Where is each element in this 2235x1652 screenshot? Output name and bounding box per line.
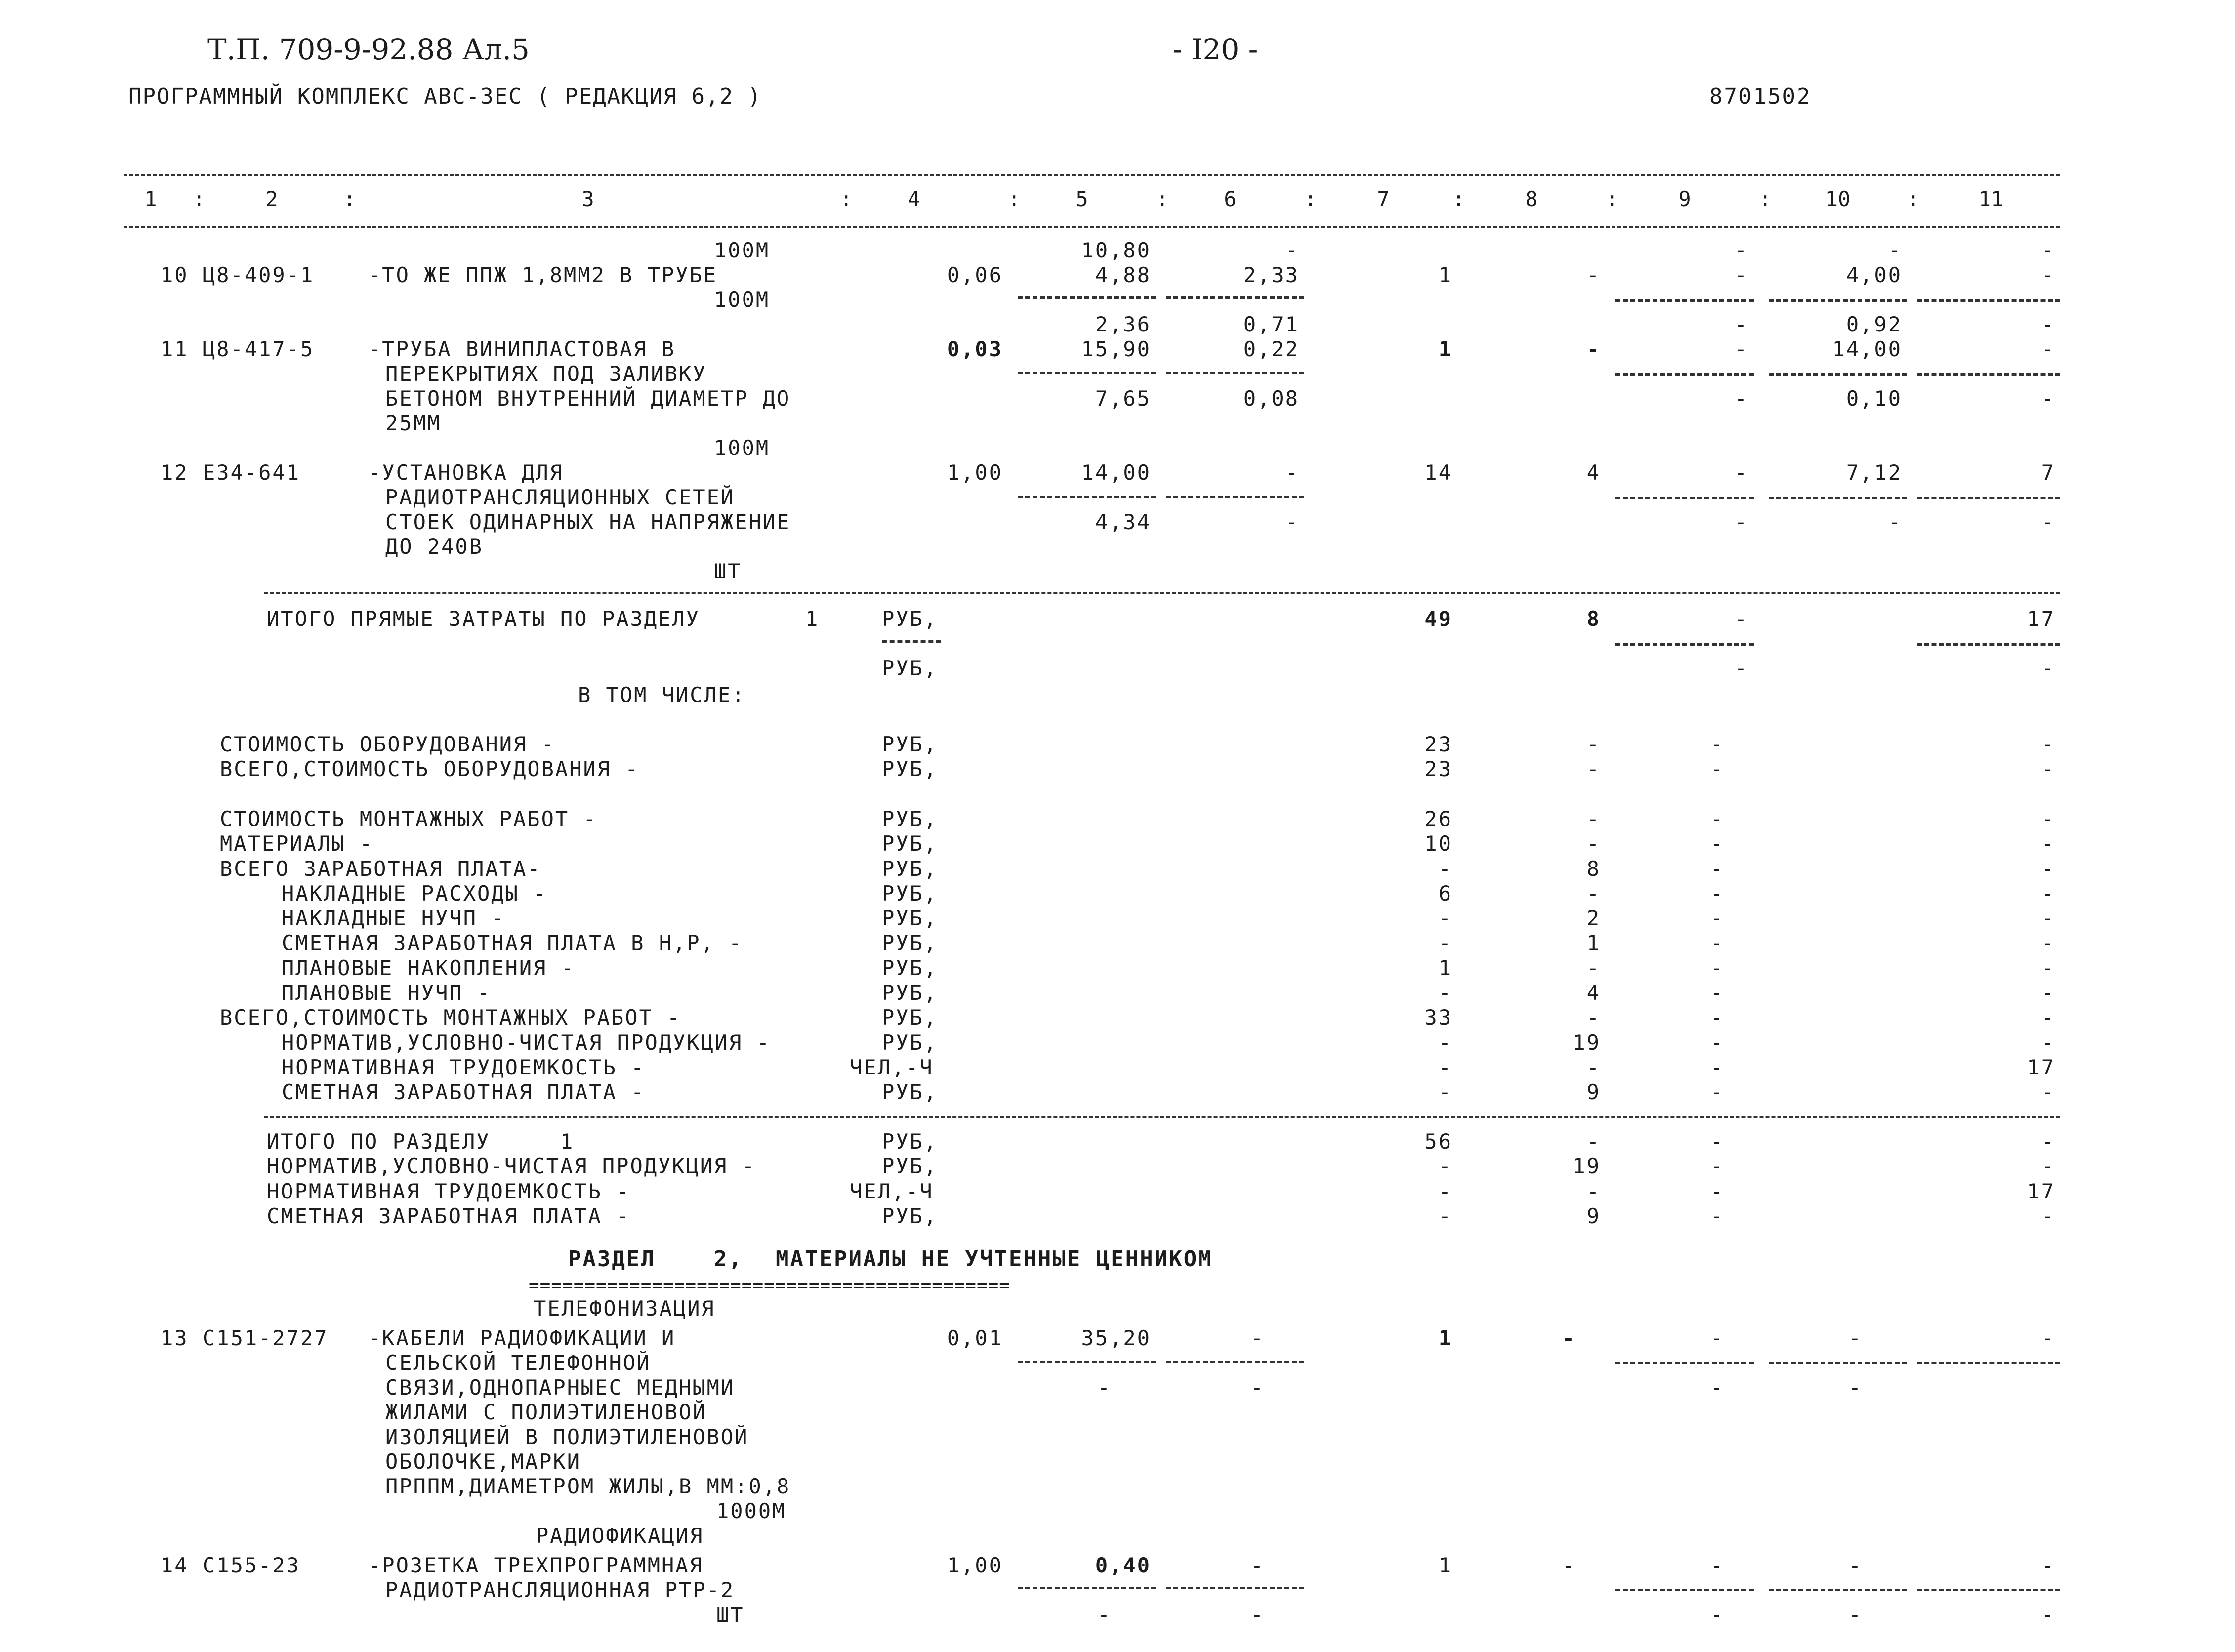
total-value: - xyxy=(1586,1055,1601,1079)
total-value: 1 xyxy=(1438,337,1452,361)
unit-label: РУБ, xyxy=(882,906,938,930)
total-value: - xyxy=(1735,312,1749,336)
total-value: - xyxy=(1438,857,1452,881)
unit-label: РУБ, xyxy=(882,1080,938,1104)
total-value: 8 xyxy=(1586,607,1601,631)
total-value: 7 xyxy=(2041,460,2055,485)
col-header-8: 8 xyxy=(1525,187,1538,211)
col-separator: : xyxy=(1008,187,1021,211)
unit-label: РУБ, xyxy=(882,956,938,980)
total-value: - xyxy=(1710,757,1724,781)
total-value: 56 xyxy=(1424,1129,1452,1154)
col-header-2: 2 xyxy=(265,187,278,211)
total-value: - xyxy=(2041,732,2055,756)
total-value: - xyxy=(1586,1005,1601,1030)
total-value: - xyxy=(2041,1326,2055,1350)
total-value: - xyxy=(1710,1154,1724,1178)
total-value: - xyxy=(1710,1005,1724,1030)
total-value: 17 xyxy=(2027,1179,2055,1203)
total-value: - xyxy=(1710,1129,1724,1154)
total-value: - xyxy=(1710,881,1724,906)
total-value: - xyxy=(1438,906,1452,930)
unit-label: ЧЕЛ,-Ч xyxy=(850,1055,934,1079)
unit-label: 100М xyxy=(714,238,770,262)
col-header-6: 6 xyxy=(1224,187,1237,211)
unit-label: РУБ, xyxy=(882,757,938,781)
unit-label: РУБ, xyxy=(882,1031,938,1055)
total-value: - xyxy=(1438,931,1452,955)
subtotal-rule xyxy=(264,592,2060,594)
unit-label: РУБ, xyxy=(882,831,938,856)
material-name: РАДИОТРАНСЛЯЦИОННАЯ РТР-2 xyxy=(385,1578,735,1602)
page-number: - I20 - xyxy=(1172,33,1258,66)
total-value: - xyxy=(2041,881,2055,906)
total-value: 17 xyxy=(2027,1055,2055,1079)
total-value: - xyxy=(1562,1326,1576,1350)
cost-value: - xyxy=(1285,510,1299,534)
unit-label: ШТ xyxy=(714,559,742,583)
total-value: - xyxy=(1438,1031,1452,1055)
total-value: - xyxy=(1710,1179,1724,1203)
total-value: - xyxy=(1735,238,1749,262)
col-separator: : xyxy=(343,187,356,211)
total-value: - xyxy=(1710,1204,1724,1228)
total-value: - xyxy=(2041,757,2055,781)
breakdown-label: ПЛАНОВЫЕ НУЧП - xyxy=(282,981,492,1005)
total-value: - xyxy=(2041,931,2055,955)
breakdown-label: ВСЕГО ЗАРАБОТНАЯ ПЛАТА- xyxy=(220,857,541,881)
unit-label: РУБ, xyxy=(882,1005,938,1030)
total-value: 9 xyxy=(1586,1080,1601,1104)
total-value: - xyxy=(1848,1375,1862,1400)
cost-value: - xyxy=(1250,1603,1265,1627)
section2-underline: =========================================== xyxy=(529,1276,1010,1296)
total-value: - xyxy=(2041,1129,2055,1154)
cost-value: 35,20 xyxy=(1081,1326,1151,1350)
total-value: - xyxy=(1438,1204,1452,1228)
total-value: - xyxy=(1735,607,1749,631)
total-value: - xyxy=(2041,1603,2055,1627)
section-total-label: СМЕТНАЯ ЗАРАБОТНАЯ ПЛАТА - xyxy=(267,1204,630,1228)
breakdown-label: ВСЕГО,СТОИМОСТЬ ОБОРУДОВАНИЯ - xyxy=(220,757,639,781)
group-label: ТЕЛЕФОНИЗАЦИЯ xyxy=(534,1296,715,1321)
total-value: - xyxy=(1710,1031,1724,1055)
total-value: - xyxy=(1710,807,1724,831)
unit-label: ШТ xyxy=(716,1603,745,1627)
total-value: - xyxy=(1848,1553,1862,1577)
unit-label: РУБ, xyxy=(882,1129,938,1154)
total-value: - xyxy=(2041,1005,2055,1030)
total-value: 14 xyxy=(1424,460,1452,485)
work-name: -ТО ЖЕ ППЖ 1,8ММ2 В ТРУБЕ xyxy=(368,263,718,287)
material-name: ПРППМ,ДИАМЕТРОМ ЖИЛЫ,В ММ:0,8 xyxy=(385,1474,791,1498)
total-value: - xyxy=(1710,931,1724,955)
total-value: - xyxy=(1888,510,1902,534)
total-value: 23 xyxy=(1424,732,1452,756)
row-number: 12 xyxy=(161,460,189,485)
document-code: 8701502 xyxy=(1709,84,1812,109)
material-name: ЖИЛАМИ С ПОЛИЭТИЛЕНОВОЙ xyxy=(385,1400,707,1424)
total-value: - xyxy=(1735,510,1749,534)
col-separator: : xyxy=(1452,187,1465,211)
section-total-label: НОРМАТИВ,УСЛОВНО-ЧИСТАЯ ПРОДУКЦИЯ - xyxy=(267,1154,756,1178)
col-header-3: 3 xyxy=(581,187,594,211)
total-value: - xyxy=(1735,460,1749,485)
total-value: - xyxy=(1710,956,1724,980)
total-value: - xyxy=(1586,831,1601,856)
total-value: 1 xyxy=(1438,956,1452,980)
total-value: 10 xyxy=(1424,831,1452,856)
unit-label: 1000М xyxy=(716,1499,786,1523)
table-top-rule xyxy=(124,174,2060,176)
total-value: - xyxy=(1735,263,1749,287)
total-value: 1 xyxy=(1586,931,1601,955)
breakdown-label: ВСЕГО,СТОИМОСТЬ МОНТАЖНЫХ РАБОТ - xyxy=(220,1005,681,1030)
total-value: 2 xyxy=(1586,906,1601,930)
work-name: СТОЕК ОДИНАРНЫХ НА НАПРЯЖЕНИЕ xyxy=(385,510,791,534)
material-name: СЕЛЬСКОЙ ТЕЛЕФОННОЙ xyxy=(385,1351,651,1375)
cost-value: 14,00 xyxy=(1081,460,1151,485)
total-value: - xyxy=(1586,807,1601,831)
total-value: - xyxy=(1710,1603,1724,1627)
total-value: - xyxy=(2041,807,2055,831)
currency-unit: РУБ, xyxy=(882,607,938,631)
material-name: ОБОЛОЧКЕ,МАРКИ xyxy=(385,1449,581,1474)
cost-value: - xyxy=(1250,1326,1265,1350)
total-value: - xyxy=(1586,263,1601,287)
total-value: - xyxy=(1438,1154,1452,1178)
material-name: ИЗОЛЯЦИЕЙ В ПОЛИЭТИЛЕНОВОЙ xyxy=(385,1425,749,1449)
program-title: ПРОГРАММНЫЙ КОМПЛЕКС АВС-3ЕС ( РЕДАКЦИЯ 6,2 ) xyxy=(128,84,762,109)
total-value: - xyxy=(1848,1603,1862,1627)
breakdown-label: НОРМАТИВ,УСЛОВНО-ЧИСТАЯ ПРОДУКЦИЯ - xyxy=(282,1031,771,1055)
total-value: - xyxy=(2041,1553,2055,1577)
total-value: 19 xyxy=(1573,1154,1601,1178)
cost-value: 2,33 xyxy=(1243,263,1299,287)
total-value: - xyxy=(2041,956,2055,980)
material-code: С155-23 xyxy=(203,1553,301,1577)
col-separator: : xyxy=(840,187,853,211)
total-value: - xyxy=(1710,1375,1724,1400)
total-value: 14,00 xyxy=(1832,337,1902,361)
total-value: 4 xyxy=(1586,981,1601,1005)
unit-label: РУБ, xyxy=(882,1154,938,1178)
total-value: - xyxy=(1586,881,1601,906)
total-value: - xyxy=(1586,337,1601,361)
norm-code: Ц8-417-5 xyxy=(203,337,315,361)
document-reference: Т.П. 709-9-92.88 Ал.5 xyxy=(207,33,530,66)
cost-value: 0,40 xyxy=(1095,1553,1151,1577)
total-value: 23 xyxy=(1424,757,1452,781)
work-name: 25ММ xyxy=(385,411,442,435)
total-value: 0,10 xyxy=(1846,386,1902,411)
col-separator: : xyxy=(1759,187,1772,211)
total-value: - xyxy=(2041,1204,2055,1228)
total-value: 26 xyxy=(1424,807,1452,831)
total-value: 1 xyxy=(1438,1326,1452,1350)
cost-value: 15,90 xyxy=(1081,337,1151,361)
total-value: - xyxy=(2041,981,2055,1005)
cost-value: - xyxy=(1097,1603,1112,1627)
quantity: 0,06 xyxy=(947,263,1003,287)
unit-label: РУБ, xyxy=(882,732,938,756)
total-value: 4,00 xyxy=(1846,263,1902,287)
row-number: 10 xyxy=(161,263,189,287)
total-value: - xyxy=(2041,831,2055,856)
total-value: - xyxy=(1438,1080,1452,1104)
cost-value: 10,80 xyxy=(1081,238,1151,262)
total-value: 9 xyxy=(1586,1204,1601,1228)
total-value: - xyxy=(2041,510,2055,534)
quantity: 0,01 xyxy=(947,1326,1003,1350)
norm-code: Ц8-409-1 xyxy=(203,263,315,287)
cost-value: 0,22 xyxy=(1243,337,1299,361)
total-value: 7,12 xyxy=(1846,460,1902,485)
total-value: - xyxy=(1710,732,1724,756)
cost-value: 7,65 xyxy=(1095,386,1151,411)
total-value: - xyxy=(1586,757,1601,781)
breakdown-label: НАКЛАДНЫЕ НУЧП - xyxy=(282,906,505,930)
quantity: 1,00 xyxy=(947,460,1003,485)
cost-value: - xyxy=(1250,1375,1265,1400)
total-value: - xyxy=(1710,1553,1724,1577)
breakdown-label: СМЕТНАЯ ЗАРАБОТНАЯ ПЛАТА В Н,Р, - xyxy=(282,931,743,955)
work-name: ДО 240В xyxy=(385,535,484,559)
col-separator: : xyxy=(1907,187,1920,211)
total-value: - xyxy=(2041,337,2055,361)
unit-label: 100М xyxy=(714,436,770,460)
total-value: - xyxy=(1735,656,1749,680)
total-value: - xyxy=(1438,981,1452,1005)
cost-value: 0,71 xyxy=(1243,312,1299,336)
col-header-7: 7 xyxy=(1377,187,1390,211)
total-value: - xyxy=(1735,386,1749,411)
material-name: СВЯЗИ,ОДНОПАРНЫЕС МЕДНЫМИ xyxy=(385,1375,735,1400)
section-total-label: НОРМАТИВНАЯ ТРУДОЕМКОСТЬ - xyxy=(267,1179,630,1203)
section2-prefix: РАЗДЕЛ 2, xyxy=(568,1246,743,1272)
total-value: - xyxy=(2041,238,2055,262)
col-separator: : xyxy=(1304,187,1317,211)
total-value: - xyxy=(2041,1031,2055,1055)
material-code: С151-2727 xyxy=(203,1326,329,1350)
breakdown-label: ПЛАНОВЫЕ НАКОПЛЕНИЯ - xyxy=(282,956,576,980)
col-header-5: 5 xyxy=(1076,187,1088,211)
breakdown-label: НАКЛАДНЫЕ РАСХОДЫ - xyxy=(282,881,547,906)
total-value: - xyxy=(1586,1129,1601,1154)
total-value: 4 xyxy=(1586,460,1601,485)
col-header-4: 4 xyxy=(908,187,920,211)
total-value: - xyxy=(2041,656,2055,680)
unit-label: РУБ, xyxy=(882,981,938,1005)
total-value: - xyxy=(1438,1179,1452,1203)
col-header-1: 1 xyxy=(144,187,157,211)
total-value: - xyxy=(2041,857,2055,881)
cost-value: - xyxy=(1250,1553,1265,1577)
total-value: - xyxy=(1710,1080,1724,1104)
total-value: - xyxy=(1710,906,1724,930)
group-label: РАДИОФИКАЦИЯ xyxy=(536,1524,704,1548)
total-value: - xyxy=(1586,1179,1601,1203)
section-number: 1 xyxy=(805,607,820,631)
total-value: 1 xyxy=(1438,263,1452,287)
work-name: БЕТОНОМ ВНУТРЕННИЙ ДИАМЕТР ДО xyxy=(385,386,791,411)
total-value: - xyxy=(2041,263,2055,287)
section-total-rule xyxy=(264,1116,2060,1118)
breakdown-label: НОРМАТИВНАЯ ТРУДОЕМКОСТЬ - xyxy=(282,1055,645,1079)
unit-label: РУБ, xyxy=(882,857,938,881)
unit-label: РУБ, xyxy=(882,931,938,955)
cost-value: 2,36 xyxy=(1095,312,1151,336)
cost-value: - xyxy=(1285,238,1299,262)
total-label: ИТОГО ПРЯМЫЕ ЗАТРАТЫ ПО РАЗДЕЛУ xyxy=(267,607,700,631)
total-value: 0,92 xyxy=(1846,312,1902,336)
section2-title: МАТЕРИАЛЫ НЕ УЧТЕННЫЕ ЦЕННИКОМ xyxy=(776,1246,1213,1272)
total-value: - xyxy=(2041,1154,2055,1178)
col-separator: : xyxy=(1156,187,1169,211)
currency-unit: РУБ, xyxy=(882,656,938,680)
quantity: 1,00 xyxy=(947,1553,1003,1577)
breakdown-label: МАТЕРИАЛЫ - xyxy=(220,831,374,856)
cost-value: 4,88 xyxy=(1095,263,1151,287)
breakdown-label: СТОИМОСТЬ МОНТАЖНЫХ РАБОТ - xyxy=(220,807,597,831)
total-value: 17 xyxy=(2027,607,2055,631)
total-value: - xyxy=(1848,1326,1862,1350)
total-value: 8 xyxy=(1586,857,1601,881)
cost-value: - xyxy=(1097,1375,1112,1400)
total-value: - xyxy=(1735,337,1749,361)
unit-label: РУБ, xyxy=(882,881,938,906)
col-header-10: 10 xyxy=(1825,187,1851,211)
total-value: - xyxy=(2041,906,2055,930)
row-number: 11 xyxy=(161,337,189,361)
total-value: - xyxy=(1710,831,1724,856)
total-value: 6 xyxy=(1438,881,1452,906)
work-name: -ТРУБА ВИНИПЛАСТОВАЯ В xyxy=(368,337,676,361)
total-value: - xyxy=(1710,981,1724,1005)
cost-value: 0,08 xyxy=(1243,386,1299,411)
row-number: 13 xyxy=(161,1326,189,1350)
col-header-11: 11 xyxy=(1978,187,2004,211)
total-value: 1 xyxy=(1438,1553,1452,1577)
col-header-9: 9 xyxy=(1678,187,1691,211)
norm-code: Е34-641 xyxy=(203,460,301,485)
quantity: 0,03 xyxy=(947,337,1003,361)
total-value: - xyxy=(1710,857,1724,881)
total-value: 19 xyxy=(1573,1031,1601,1055)
including-heading: В ТОМ ЧИСЛЕ: xyxy=(578,683,746,707)
total-value: - xyxy=(1586,956,1601,980)
row-number: 14 xyxy=(161,1553,189,1577)
total-value: - xyxy=(1888,238,1902,262)
unit-label: ЧЕЛ,-Ч xyxy=(850,1179,934,1203)
material-name: -КАБЕЛИ РАДИОФИКАЦИИ И xyxy=(368,1326,676,1350)
unit-label: РУБ, xyxy=(882,1204,938,1228)
total-value: - xyxy=(1438,1055,1452,1079)
total-value: - xyxy=(1562,1553,1576,1577)
work-name: -УСТАНОВКА ДЛЯ xyxy=(368,460,564,485)
work-name: ПЕРЕКРЫТИЯХ ПОД ЗАЛИВКУ xyxy=(385,362,707,386)
col-separator: : xyxy=(193,187,206,211)
total-value: 49 xyxy=(1424,607,1452,631)
total-value: - xyxy=(2041,312,2055,336)
col-separator: : xyxy=(1606,187,1618,211)
section-total-label: ИТОГО ПО РАЗДЕЛУ 1 xyxy=(267,1129,575,1154)
total-value: - xyxy=(2041,386,2055,411)
unit-label: РУБ, xyxy=(882,807,938,831)
table-header-rule xyxy=(124,226,2060,228)
material-name: -РОЗЕТКА ТРЕХПРОГРАММНАЯ xyxy=(368,1553,704,1577)
breakdown-label: СМЕТНАЯ ЗАРАБОТНАЯ ПЛАТА - xyxy=(282,1080,645,1104)
total-value: - xyxy=(1586,732,1601,756)
total-value: 33 xyxy=(1424,1005,1452,1030)
total-value: - xyxy=(1710,1326,1724,1350)
total-value: - xyxy=(2041,1080,2055,1104)
cost-value: - xyxy=(1285,460,1299,485)
breakdown-label: СТОИМОСТЬ ОБОРУДОВАНИЯ - xyxy=(220,732,555,756)
total-value: - xyxy=(1710,1055,1724,1079)
unit-label: 100М xyxy=(714,288,770,312)
cost-value: 4,34 xyxy=(1095,510,1151,534)
work-name: РАДИОТРАНСЛЯЦИОННЫХ СЕТЕЙ xyxy=(385,485,735,509)
